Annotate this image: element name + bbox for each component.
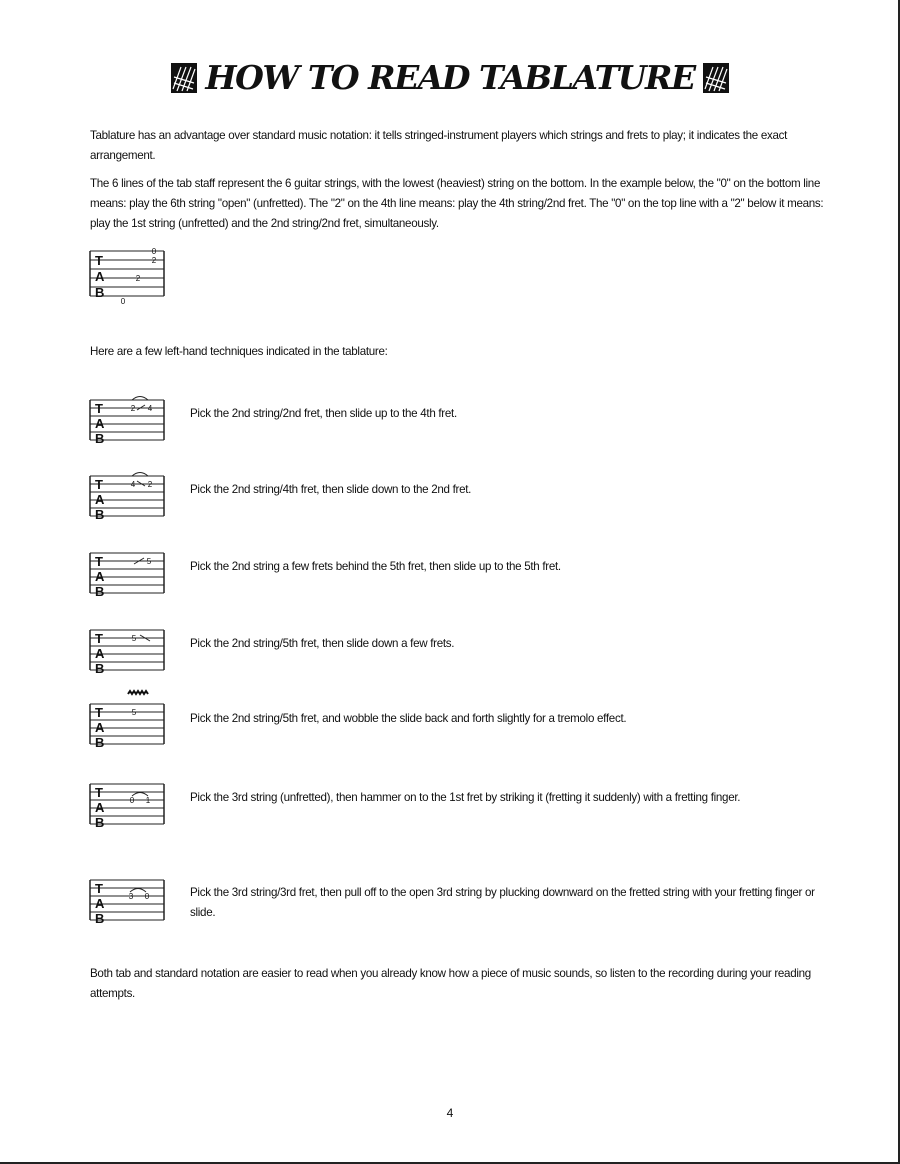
title-ornament-right-icon [703, 63, 729, 93]
technique-6-tab-staff [88, 776, 168, 834]
tab-letter-a: A [95, 720, 105, 735]
tab-note: 0 [129, 796, 135, 805]
example-tab-staff [88, 246, 168, 308]
tab-letter-b: B [95, 735, 105, 750]
tab-letter-a: A [95, 646, 105, 661]
tab-letter-a: A [95, 800, 105, 815]
tab-letter-t: T [95, 554, 103, 569]
technique-4-text: Pick the 2nd string/5th fret, then slide down a few frets. [190, 637, 455, 650]
technique-2-text: Pick the 2nd string/4th fret, then slide down to the 2nd fret. [190, 483, 472, 496]
tab-letter-a: A [95, 269, 105, 284]
tab-letter-b: B [95, 431, 105, 446]
tab-letter-b: B [95, 285, 105, 300]
tab-note: 2 [130, 404, 136, 413]
example-note-string2: 2 [151, 256, 157, 265]
tab-letter-a: A [95, 492, 105, 507]
tab-note: 4 [130, 480, 136, 489]
title-ornament-left-icon [171, 63, 197, 93]
technique-3-text: Pick the 2nd string a few frets behind the 5th fret, then slide up to the 5th fret. [190, 560, 561, 573]
tab-letter-t: T [95, 401, 103, 416]
tab-letter-t: T [95, 477, 103, 492]
intro-paragraph-2: The 6 lines of the tab staff represent the 6 guitar strings, with the lowest (heaviest) string on the bottom. In the example below, the "0" on the bottom line means: play the 6th string "open" (unfretted). The "2" on the 4th line means: play the 4th string/2nd fret. The "0" on the top line with a "2" below it means: play the 1st string (unfretted) and the 2nd string/2nd fret, simultaneously. [90, 177, 824, 230]
example-note-string1: 0 [151, 247, 157, 256]
example-note-string4: 2 [135, 274, 141, 283]
tab-letter-t: T [95, 705, 103, 720]
tab-letter-a: A [95, 416, 105, 431]
technique-6-text: Pick the 3rd string (unfretted), then hammer on to the 1st fret by striking it (fretting it suddenly) with a fretting finger. [190, 791, 741, 804]
page-number: 4 [446, 1106, 454, 1120]
tab-letter-t: T [95, 631, 103, 646]
tab-note: 0 [144, 892, 150, 901]
tab-note: 5 [146, 557, 152, 566]
technique-4-tab-staff [88, 624, 168, 680]
tab-note: 4 [147, 404, 153, 413]
tab-letter-t: T [95, 785, 103, 800]
technique-5-tab-staff [88, 686, 168, 754]
technique-7-text: Pick the 3rd string/3rd fret, then pull off to the open 3rd string by plucking downward on the fretted string with your fretting finger or slide. [190, 886, 815, 919]
title-banner [0, 58, 900, 97]
technique-3-tab-staff [88, 547, 168, 603]
tab-note: 3 [128, 892, 134, 901]
vibrato-icon [128, 691, 148, 694]
technique-7-tab-staff [88, 874, 168, 932]
example-note-string6: 0 [120, 297, 126, 306]
tab-letter-b: B [95, 507, 105, 522]
technique-1-tab-staff [88, 394, 168, 450]
slur-arc [132, 397, 148, 401]
slur-arc [132, 473, 148, 477]
tab-letter-b: B [95, 911, 105, 926]
techniques-intro: Here are a few left-hand techniques indicated in the tablature: [90, 345, 388, 358]
tab-note: 2 [147, 480, 153, 489]
tab-note: 1 [145, 796, 151, 805]
tab-note: 5 [131, 708, 137, 717]
tab-note: 5 [131, 634, 137, 643]
tab-letter-a: A [95, 569, 105, 584]
technique-5-text: Pick the 2nd string/5th fret, and wobble the slide back and forth slightly for a tremolo effect. [190, 712, 627, 725]
tab-letter-b: B [95, 584, 105, 599]
technique-2-tab-staff [88, 470, 168, 526]
closing-paragraph: Both tab and standard notation are easier to read when you already know how a piece of music sounds, so listen to the recording during your reading attempts. [90, 967, 811, 1000]
intro-paragraph-1: Tablature has an advantage over standard music notation: it tells stringed-instrument players which strings and frets to play; it indicates the exact arrangement. [90, 129, 788, 162]
technique-1-text: Pick the 2nd string/2nd fret, then slide up to the 4th fret. [190, 407, 457, 420]
tab-letter-b: B [95, 815, 105, 830]
tab-letter-b: B [95, 661, 105, 676]
page-title: HOW TO READ TABLATURE [205, 58, 695, 97]
tab-letter-t: T [95, 253, 103, 268]
tab-letter-t: T [95, 881, 103, 896]
tab-letter-a: A [95, 896, 105, 911]
